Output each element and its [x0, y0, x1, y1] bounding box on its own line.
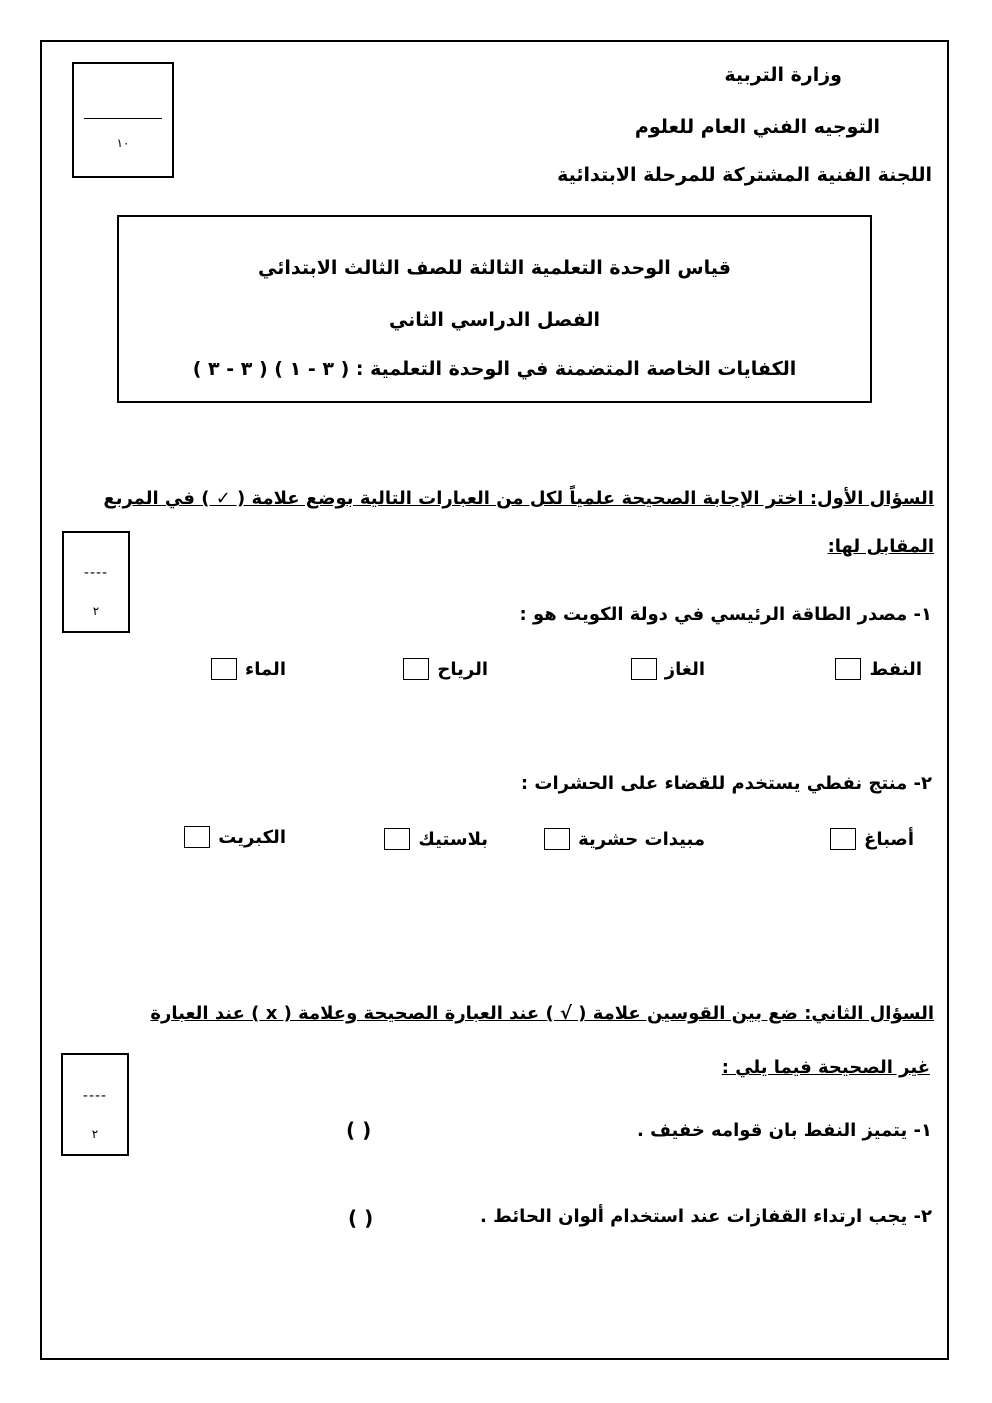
option-label: بلاستيك [418, 828, 488, 850]
q1-item-1-text: ١- مصدر الطاقة الرئيسي في دولة الكويت هو : [519, 604, 932, 625]
ministry-name: وزارة التربية [724, 64, 842, 86]
q1-item-1-option-1[interactable] [835, 658, 922, 680]
checkbox[interactable] [384, 828, 410, 850]
q1-item-1-option-3[interactable] [403, 658, 488, 680]
total-score-line [84, 118, 162, 119]
q2-item-1-answer[interactable]: ( ) [346, 1118, 372, 1142]
option-label: النفط [869, 658, 922, 680]
total-score-box [72, 62, 174, 178]
q1-score-dash: ---- [83, 565, 109, 581]
q2-item-2-text: ٢- يجب ارتداء القفازات عند استخدام ألوان الحائط . [480, 1206, 932, 1227]
q1-item-2-option-2[interactable] [544, 828, 705, 850]
option-label: الكبريت [218, 826, 286, 848]
q1-item-1-option-2[interactable] [631, 658, 705, 680]
option-label: الغاز [664, 658, 705, 680]
title-line-3: الكفايات الخاصة المتضمنة في الوحدة التعلمية : ( ٣ - ١ ) ( ٣ - ٣ ) [192, 358, 797, 380]
total-score-max: ١٠ [116, 136, 130, 150]
q2-heading-line1: السؤال الثاني: ضع بين القوسين علامة ( √ ) عند العبارة الصحيحة وعلامة ( x ) عند العبارة [150, 1003, 934, 1024]
title-box [117, 215, 872, 403]
q2-item-2-answer[interactable]: ( ) [348, 1206, 374, 1230]
q1-item-1-option-4[interactable] [211, 658, 286, 680]
q2-score-dash: ---- [82, 1088, 108, 1104]
checkbox[interactable] [544, 828, 570, 850]
checkbox[interactable] [403, 658, 429, 680]
q2-heading-line2: غير الصحيحة فيما يلي : [721, 1057, 930, 1078]
q1-item-2-option-4[interactable] [184, 826, 286, 848]
checkbox[interactable] [184, 826, 210, 848]
checkbox[interactable] [211, 658, 237, 680]
q1-heading-line1: السؤال الأول: اختر الإجابة الصحيحة علمياً لكل من العبارات التالية بوضع علامة ( ✓ ) في المربع [103, 488, 934, 509]
q1-item-2-text: ٢- منتج نفطي يستخدم للقضاء على الحشرات : [520, 773, 932, 794]
q1-item-2-option-3[interactable] [384, 828, 488, 850]
option-label: الماء [245, 658, 286, 680]
guidance-name: التوجيه الفني العام للعلوم [634, 116, 880, 138]
option-label: مبيدات حشرية [578, 828, 705, 850]
option-label: الرياح [437, 658, 488, 680]
q2-item-1-text: ١- يتميز النفط بان قوامه خفيف . [636, 1120, 932, 1141]
q1-item-2-option-1[interactable] [830, 828, 914, 850]
title-line-1: قياس الوحدة التعلمية الثالثة للصف الثالث الابتدائي [258, 257, 731, 279]
q1-score-max: ٢ [92, 604, 100, 618]
committee-name: اللجنة الفنية المشتركة للمرحلة الابتدائية [557, 164, 932, 186]
title-line-2: الفصل الدراسي الثاني [388, 309, 601, 331]
checkbox[interactable] [631, 658, 657, 680]
checkbox[interactable] [830, 828, 856, 850]
q1-heading-line2: المقابل لها: [827, 536, 934, 557]
q2-score-max: ٢ [91, 1127, 99, 1141]
checkbox[interactable] [835, 658, 861, 680]
option-label: أصباغ [864, 828, 914, 850]
